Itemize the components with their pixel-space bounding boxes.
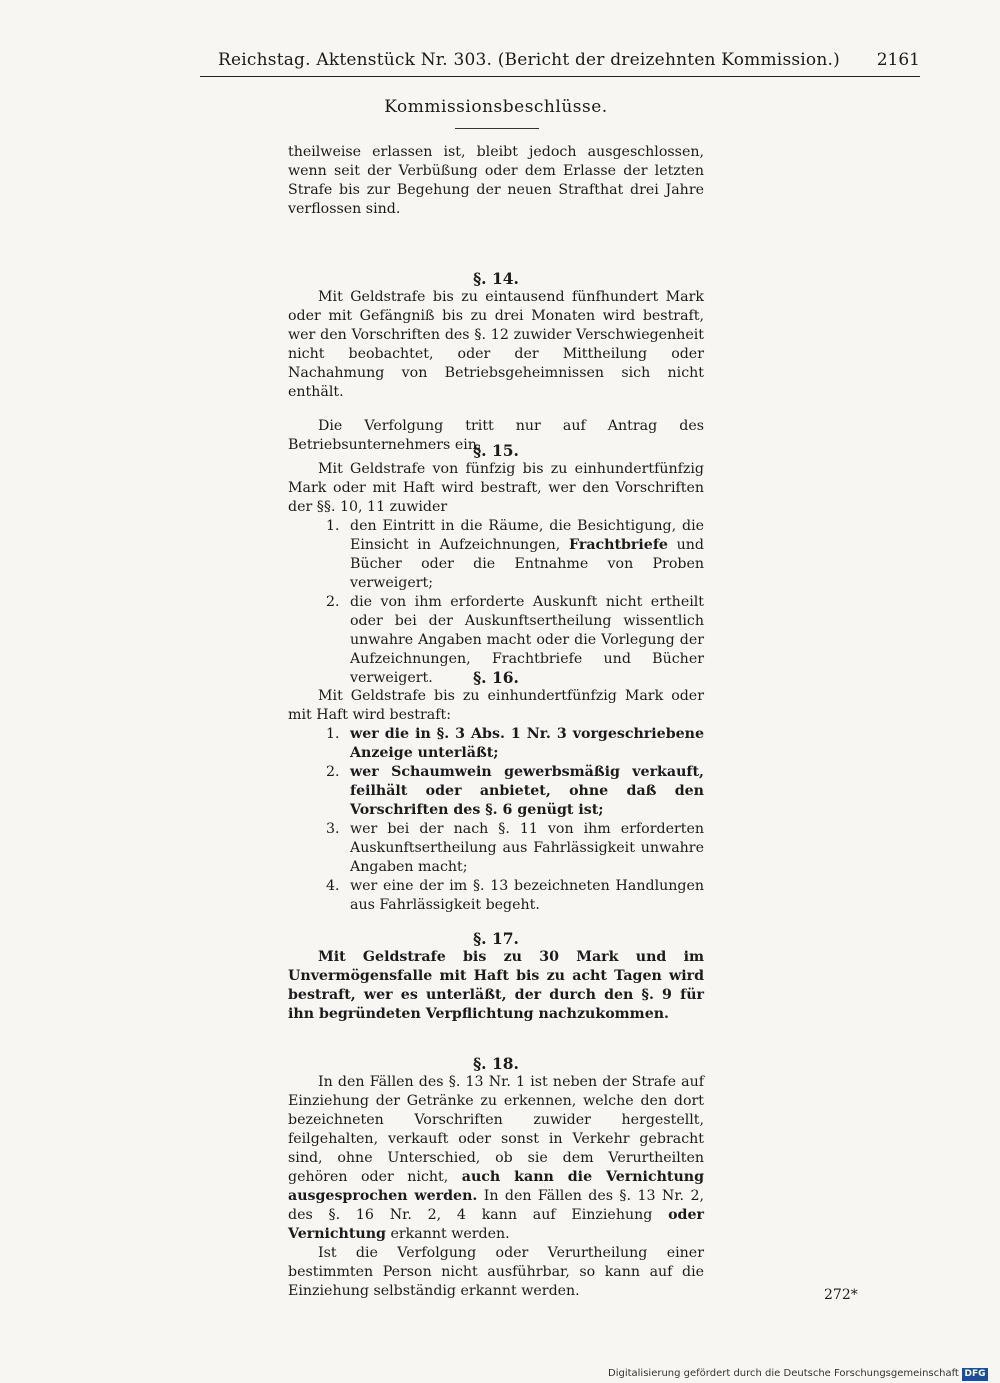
item-text: wer eine der im §. 13 bezeichneten Handlungen aus Fahrlässigkeit begeht. xyxy=(350,878,704,913)
item-text-bold: wer die in §. 3 Abs. 1 Nr. 3 vorgeschriebene Anzeige unterläßt; xyxy=(350,726,704,761)
paragraph-text-bold: oder Vernichtung xyxy=(288,1207,704,1242)
item-text: wer bei der nach §. 11 von ihm erforderten Auskunftsertheilung aus Fahrlässigkeit unwahre Angaben macht; xyxy=(350,821,704,875)
list-item xyxy=(288,517,704,593)
list-item xyxy=(288,877,704,915)
running-title: Reichstag. Aktenstück Nr. 303. (Bericht der dreizehnten Kommission.) xyxy=(218,50,840,70)
section-17-heading: §. 17. xyxy=(473,929,519,948)
digitization-credit xyxy=(608,1367,1000,1383)
section-15-list xyxy=(288,517,704,688)
item-number: 2. xyxy=(326,594,340,610)
section-15-heading: §. 15. xyxy=(473,441,519,460)
page-number: 2161 xyxy=(876,50,920,70)
item-text-bold: wer Schaumwein gewerbsmäßig verkauft, feilhält oder anbietet, ohne daß den Vorschriften des §. 6 genügt ist; xyxy=(350,764,704,818)
section-15 xyxy=(288,441,704,688)
item-number: 1. xyxy=(326,518,340,534)
section-18-heading: §. 18. xyxy=(473,1054,519,1073)
section-14-heading: §. 14. xyxy=(473,269,519,288)
section-16-intro: Mit Geldstrafe bis zu einhundertfünfzig Mark oder mit Haft wird bestraft: xyxy=(288,688,704,723)
section-17 xyxy=(288,929,704,1024)
signature-mark: 272* xyxy=(824,1287,858,1303)
item-text: den Eintritt in die Räume, die Besichtigung, die Einsicht in Aufzeichnungen, xyxy=(350,518,704,553)
paragraph-text: In den Fällen des §. 13 Nr. 1 ist neben der Strafe auf Einziehung der Getränke zu erkennen, welche den dort bezeichneten Vorschriften zuwider hergestellt, feilgehalten, verkauft oder sonst in Verkehr gebracht sind, ohne Unterschied, ob sie dem Verurtheilten gehören oder nicht, xyxy=(288,1074,704,1185)
section-16 xyxy=(288,668,704,915)
credit-text: Digitalisierung gefördert durch die Deutsche Forschungsgemeinschaft xyxy=(608,1368,959,1379)
section-18-paragraph-2: Ist die Verfolgung oder Verurtheilung einer bestimmten Person nicht ausführbar, so kann auf die Einziehung selbständig erkannt werden. xyxy=(288,1245,704,1299)
section-18 xyxy=(288,1054,704,1301)
list-item xyxy=(288,725,704,763)
item-number: 1. xyxy=(326,726,340,742)
section-14-paragraph-1: Mit Geldstrafe bis zu eintausend fünfhundert Mark oder mit Gefängniß bis zu drei Monaten wird bestraft, wer den Vorschriften des §. 12 zuwider Verschwiegenheit nicht beobachtet, oder der Mittheilung oder Nachahmung von Betriebsgeheimnissen sich nicht enthält. xyxy=(288,289,704,400)
paragraph-text: erkannt werden. xyxy=(390,1226,510,1242)
paragraph-text: In den Fällen des §. 13 Nr. 2, des §. 16 Nr. 2, 4 kann auf Einziehung xyxy=(288,1188,704,1223)
item-text: und Bücher oder die Entnahme von Proben verweigert; xyxy=(350,537,705,591)
list-item xyxy=(288,820,704,877)
column-heading: Kommissionsbeschlüsse. xyxy=(384,97,608,117)
section-15-intro: Mit Geldstrafe von fünfzig bis zu einhundertfünfzig Mark oder mit Haft wird bestraft, wer den Vorschriften der §§. 10, 11 zuwider xyxy=(288,461,704,515)
item-number: 2. xyxy=(326,764,340,780)
paragraph-text-bold: auch kann die Vernichtung ausgesprochen werden. xyxy=(288,1169,705,1204)
continuation-paragraph: theilweise erlassen ist, bleibt jedoch ausgeschlossen, wenn seit der Verbüßung oder dem Erlasse der letzten Strafe bis zur Begehung der neuen Strafthat drei Jahre verflossen sind. xyxy=(288,144,704,217)
section-14 xyxy=(288,269,704,455)
item-text: die von ihm erforderte Auskunft nicht ertheilt oder bei der Auskunftsertheilung wissentlich unwahre Angaben macht oder die Vorlegung der Aufzeichnungen, Frachtbriefe und Bücher verweigert. xyxy=(350,594,704,686)
running-header xyxy=(200,50,920,74)
section-14-paragraph-2: Die Verfolgung tritt nur auf Antrag des Betriebsunternehmers ein. xyxy=(288,418,704,453)
column-heading-rule xyxy=(455,128,539,129)
dfg-logo: DFG xyxy=(962,1368,988,1381)
section-17-paragraph: Mit Geldstrafe bis zu 30 Mark und im Unvermögensfalle mit Haft bis zu acht Tagen wird bestraft, wer es unterläßt, der durch den §. 9 für ihn begründeten Verpflichtung nachzukommen. xyxy=(288,949,704,1022)
item-number: 3. xyxy=(326,821,340,837)
item-number: 4. xyxy=(326,878,340,894)
header-rule xyxy=(200,76,920,77)
item-text-bold: Frachtbriefe xyxy=(569,537,668,553)
section-16-list xyxy=(288,725,704,915)
section-16-heading: §. 16. xyxy=(473,668,519,687)
list-item xyxy=(288,763,704,820)
section-18-paragraph-1 xyxy=(288,1073,704,1244)
